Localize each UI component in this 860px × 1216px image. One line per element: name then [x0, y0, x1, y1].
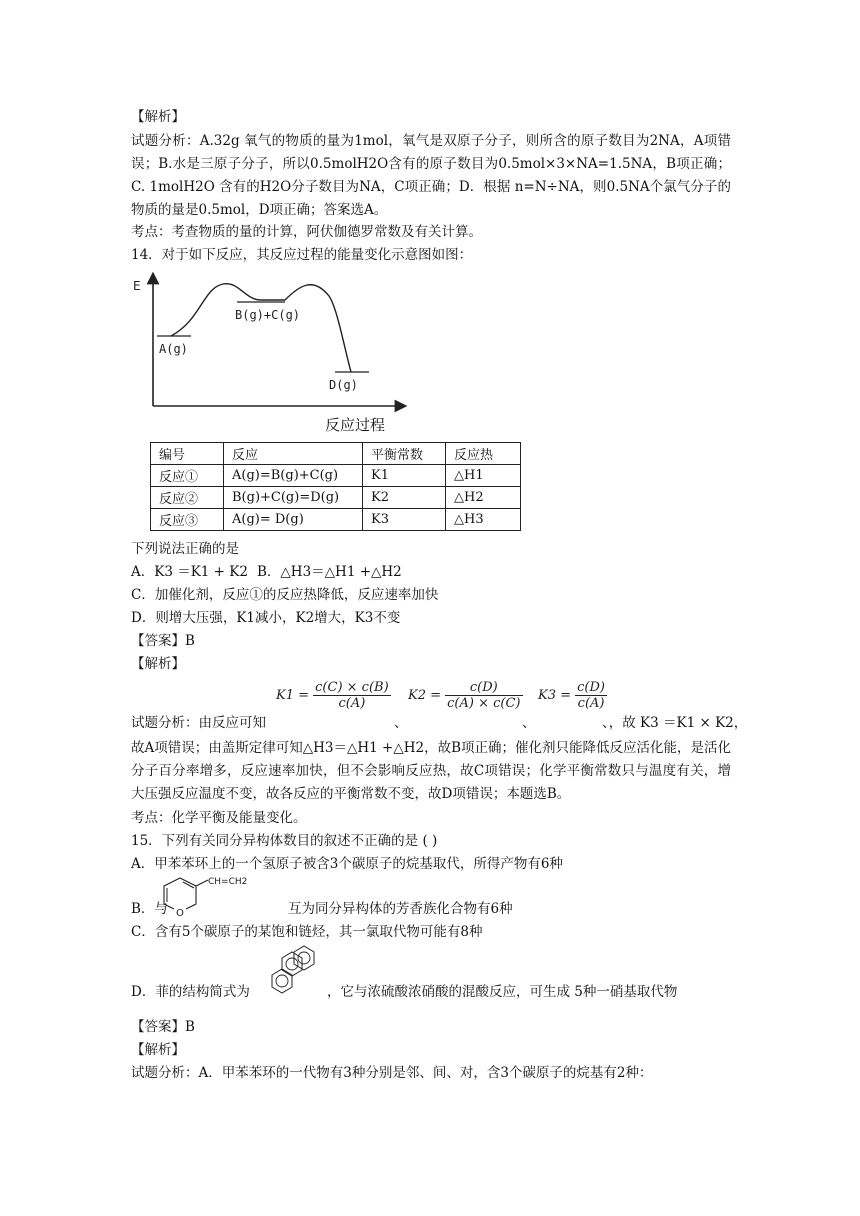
pyran-vinyl-structure — [160, 874, 270, 918]
reaction-table — [150, 442, 521, 531]
answer-15: 【答案】B — [131, 1019, 195, 1035]
table-header-cell: 平衡常数 — [363, 443, 446, 465]
analysis-14-body: 故A项错误；由盖斯定律可知△H3＝△H1 +△H2，故B项正确；催化剂只能降低反应活化能，是活化分子百分率增多，反应速率加快，但不会影响反应热，故C项错误；化学平衡常数只与温度有关，增大压强反应温度不变，故各反应的平衡常数不变，故D项错误；本题选B。 — [131, 740, 732, 802]
y-axis-label: E — [133, 279, 141, 293]
analysis-paragraph-13: 试题分析：A.32g 氧气的物质的量为1mol，氧气是双原子分子，则所含的原子数目为2NA，A项错误；B.水是三原子分子，所以0.5molH2O含有的原子数目为0.5mol×3×NA=1.5NA，B项正确；C. 1molH2O 含有的H2O分子数目为NA，C项正确；D．根据 n=N÷NA，则0.5NA个氯气分子的物质的量是0.5mol，D项正确；答案选A。 — [131, 133, 731, 218]
table-cell: K1 — [363, 465, 446, 487]
k1-formula — [276, 680, 391, 711]
table-row — [151, 509, 521, 531]
k2-lhs: K2 = — [408, 688, 442, 703]
q15-option-a: A．甲苯苯环上的一个氢原子被含3个碳原子的烷基取代，所得产物有6种 — [131, 856, 563, 872]
energy-diagram — [131, 272, 411, 438]
table-cell: △H1 — [446, 465, 521, 487]
table-cell: B(g)+C(g)=D(g) — [224, 487, 363, 509]
k1-numerator: c(C) × c(B) — [315, 680, 389, 695]
k1-denominator: c(A) — [338, 696, 366, 711]
table-cell: K2 — [363, 487, 446, 509]
k1-fraction — [313, 680, 391, 711]
analysis-tag-14: 【解析】 — [131, 656, 185, 672]
table-header-cell: 反应热 — [446, 443, 521, 465]
table-row — [151, 487, 521, 509]
answer-14: 【答案】B — [131, 633, 195, 649]
separator: 、 — [394, 715, 408, 731]
analysis-14-tail: 、，故 K3 ＝K1 × K2， — [602, 715, 748, 731]
table-cell: 反应② — [151, 487, 224, 509]
analysis-tag: 【解析】 — [131, 109, 185, 125]
table-header-cell: 编号 — [151, 443, 224, 465]
k3-lhs: K3 = — [538, 688, 572, 703]
q15-option-d-pre: D．菲的结构简式为 — [131, 984, 250, 1000]
separator: 、 — [522, 715, 536, 731]
analysis-15: 试题分析：A．甲苯苯环的一代物有3种分别是邻、间、对，含3个碳原子的烷基有2种： — [131, 1065, 653, 1081]
table-cell: 反应① — [151, 465, 224, 487]
table-header-cell: 反应 — [224, 443, 363, 465]
level-a-label: A(g) — [159, 342, 188, 356]
table-cell: △H3 — [446, 509, 521, 531]
table-row — [151, 465, 521, 487]
k3-fraction — [575, 680, 607, 711]
k2-denominator: c(A) × c(C) — [447, 696, 521, 711]
question-15-stem: 15．下列有关同分异构体数目的叙述不正确的是 ( ) — [131, 833, 438, 849]
question-14-prompt: 下列说法正确的是 — [131, 541, 239, 557]
analysis-tag-15: 【解析】 — [131, 1042, 185, 1058]
level-d-label: D(g) — [329, 378, 358, 392]
table-header-row — [151, 443, 521, 465]
k2-formula — [408, 680, 523, 711]
k3-numerator: c(D) — [577, 680, 606, 695]
table-cell: 反应③ — [151, 509, 224, 531]
table-cell: K3 — [363, 509, 446, 531]
option-a: A．K3 ＝K1 + K2 — [131, 564, 248, 580]
table-cell: A(g)= D(g) — [224, 509, 363, 531]
k3-formula — [538, 680, 607, 711]
k1-lhs: K1 = — [276, 688, 310, 703]
q15-option-b-post: 互为同分异构体的芳香族化合物有6种 — [288, 901, 513, 917]
table-cell: A(g)=B(g)+C(g) — [224, 465, 363, 487]
k3-denominator: c(A) — [577, 696, 605, 711]
level-bc-label: B(g)+C(g) — [235, 308, 301, 322]
option-d: D．则增大压强，K1减小，K2增大，K3不变 — [131, 610, 401, 626]
analysis-14-start: 试题分析：由反应可知 — [131, 715, 266, 731]
option-c: C．加催化剂，反应①的反应热降低，反应速率加快 — [131, 587, 439, 603]
phenanthrene-structure — [258, 945, 322, 1003]
q15-option-b-pre: B．与 — [131, 901, 168, 917]
k2-numerator: c(D) — [445, 680, 522, 696]
key-point-14: 考点：化学平衡及能量变化。 — [131, 810, 307, 826]
oxygen-atom-label: O — [176, 908, 184, 918]
x-axis-label: 反应过程 — [325, 416, 386, 434]
table-cell: △H2 — [446, 487, 521, 509]
q15-option-c: C．含有5个碳原子的某饱和链烃，其一氯取代物可能有8种 — [131, 924, 483, 940]
option-b: B．△H3＝△H1 +△H2 — [257, 564, 402, 580]
question-14-stem: 14．对于如下反应，其反应过程的能量变化示意图如图： — [131, 247, 473, 263]
vinyl-group-label: CH=CH2 — [208, 877, 248, 887]
k2-fraction — [445, 680, 522, 711]
reaction-curve — [171, 284, 351, 372]
key-point-13: 考点：考查物质的量的计算，阿伏伽德罗常数及有关计算。 — [131, 224, 482, 240]
q15-option-d-post: ，它与浓硫酸浓硝酸的混酸反应，可生成 5种一硝基取代物 — [327, 984, 678, 1000]
